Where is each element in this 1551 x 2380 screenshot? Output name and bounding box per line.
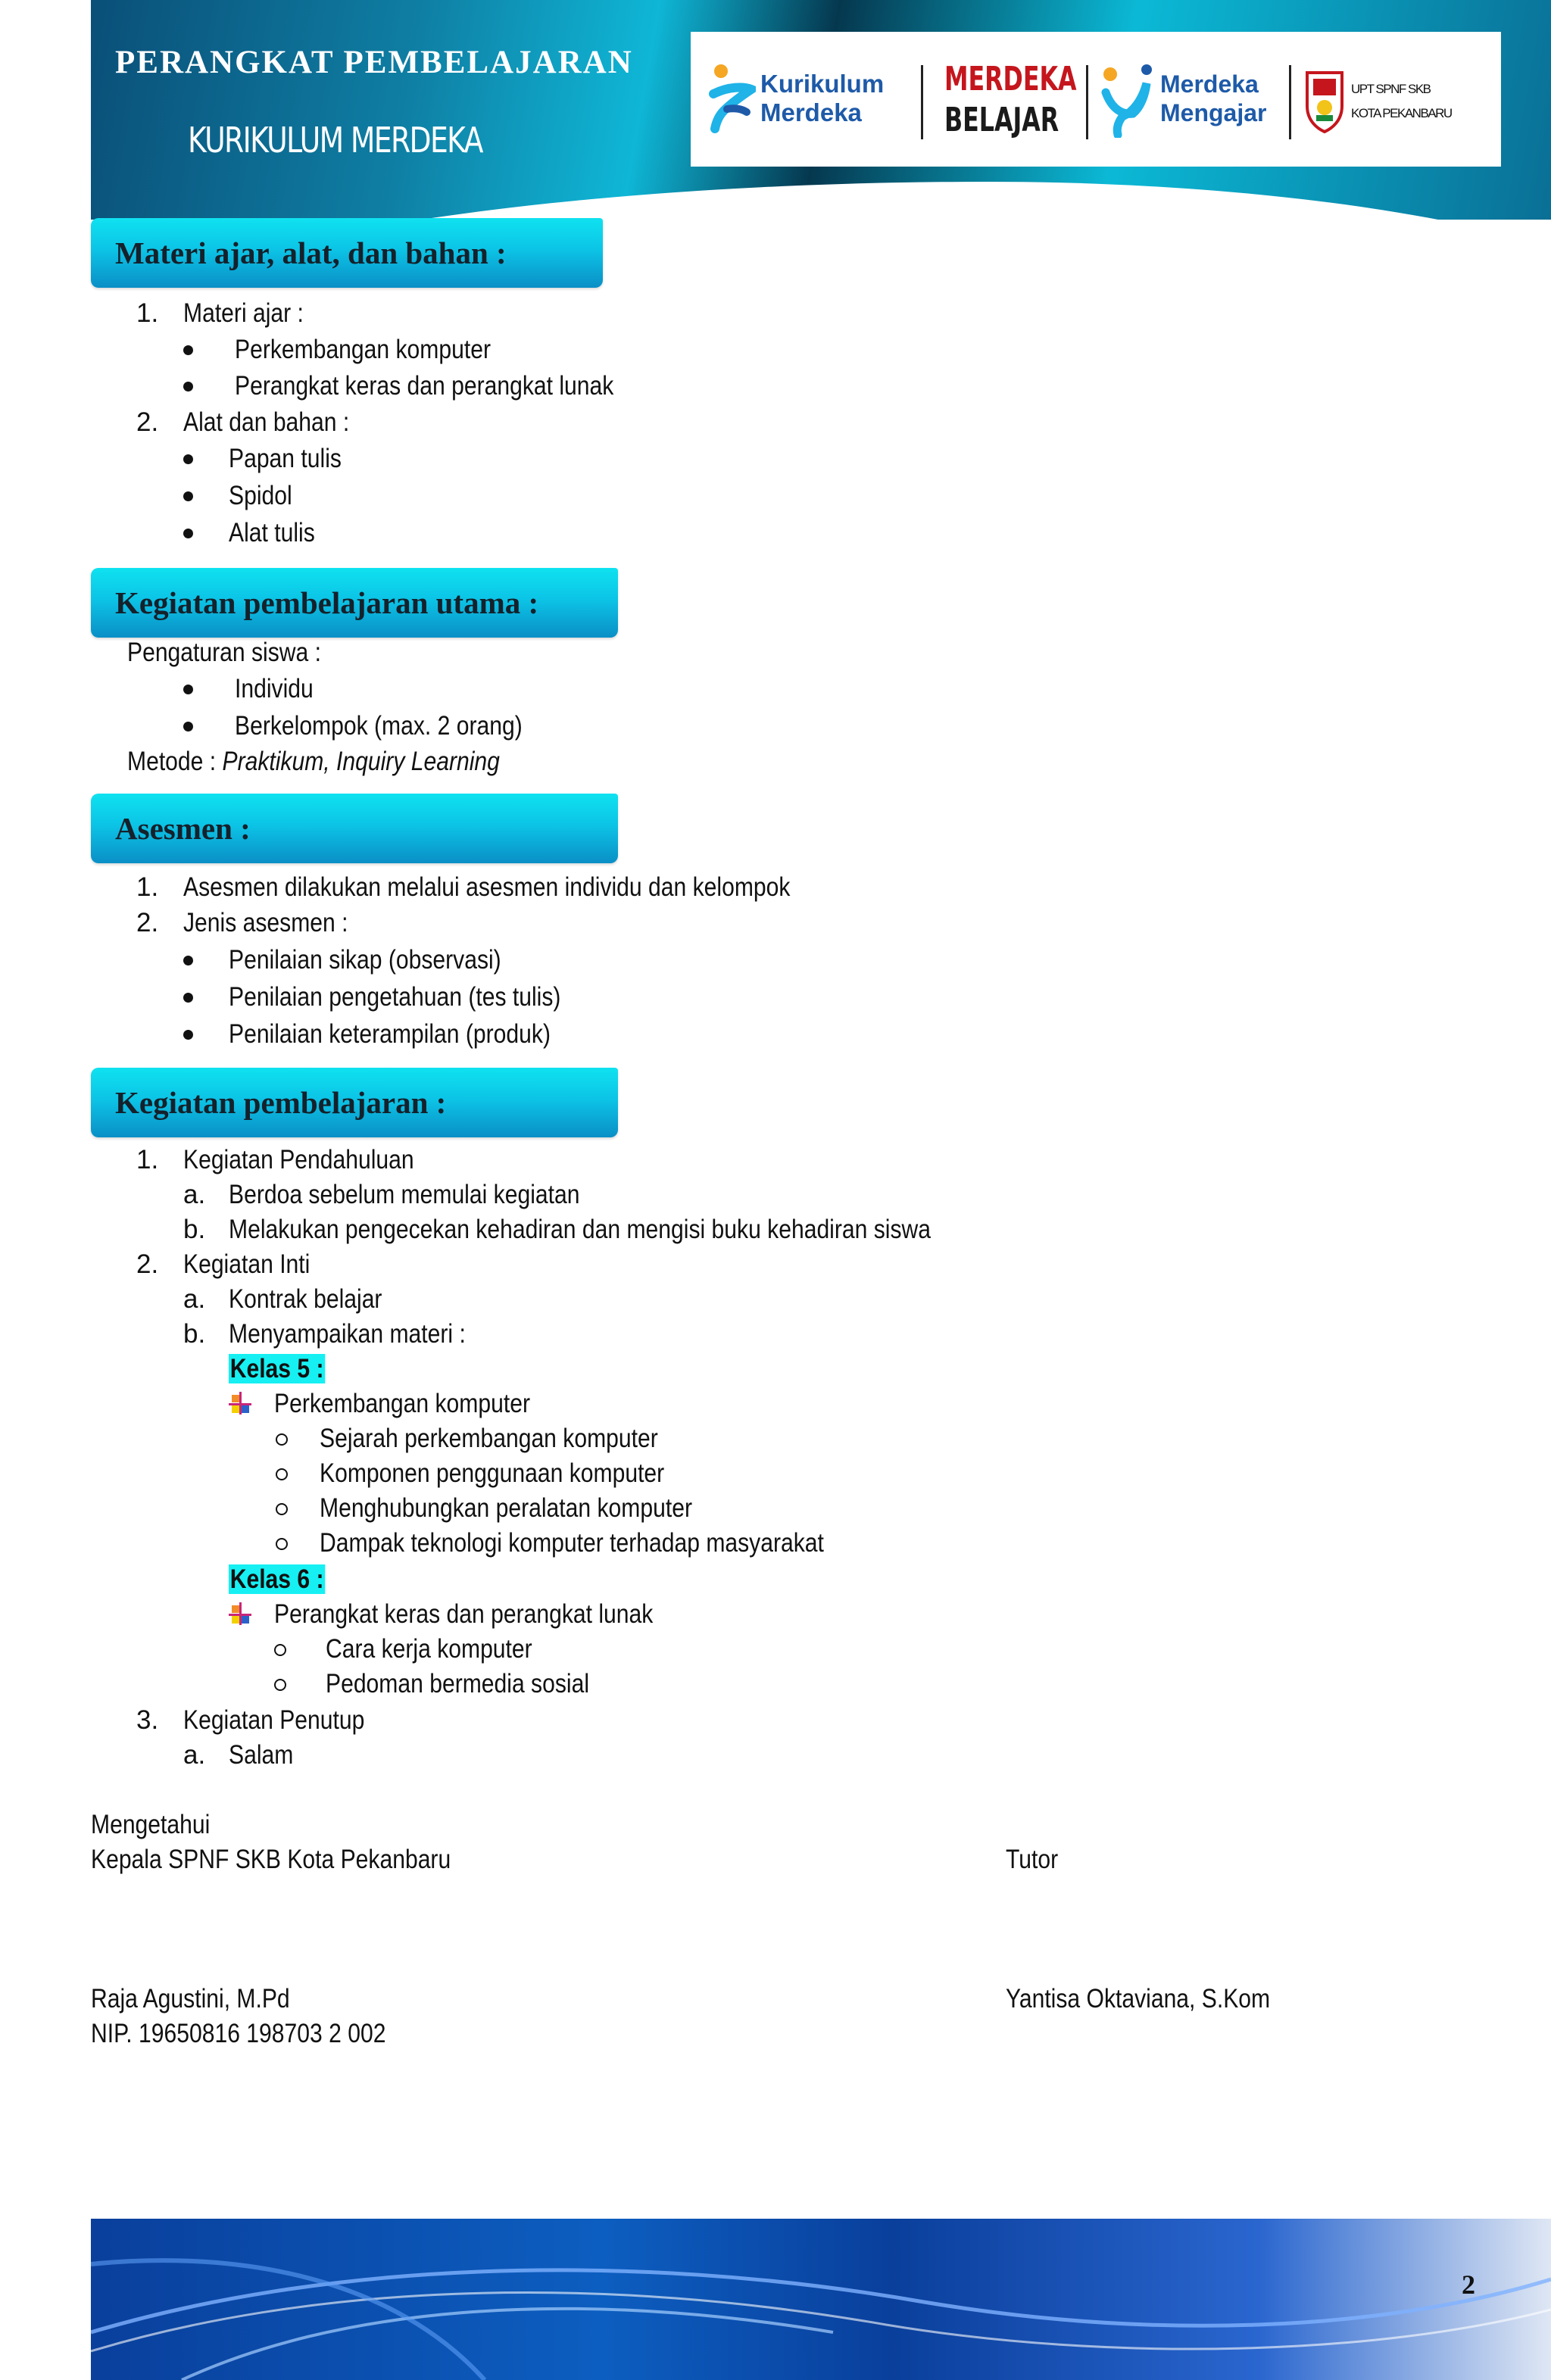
logo-divider (1289, 65, 1291, 139)
signature-left-role: Kepala SPNF SKB Kota Pekanbaru (91, 1845, 451, 1874)
kurikulum-merdeka-text (760, 70, 884, 127)
sub-letter: a. (183, 1180, 206, 1209)
section-title: Kegiatan pembelajaran utama : (115, 585, 539, 620)
list-item: Asesmen dilakukan melalui asesmen individu dan kelompok (183, 872, 791, 902)
section-header-kegiatan-utama (91, 568, 618, 638)
metode-label: Metode : (127, 747, 223, 776)
sub-letter: a. (183, 1740, 206, 1770)
pekanbaru-emblem-icon (1304, 68, 1345, 133)
list-number: 1. (136, 872, 159, 902)
kelas-topic: Perkembangan komputer (274, 1389, 530, 1418)
bullet-item: Perangkat keras dan perangkat lunak (235, 371, 614, 401)
sub-letter: b. (183, 1319, 206, 1349)
list-item: Kegiatan Penutup (183, 1705, 365, 1735)
bullet-item: Spidol (229, 481, 292, 510)
list-number: 3. (136, 1705, 159, 1735)
bullet-icon (183, 382, 193, 391)
signature-mengetahui: Mengetahui (91, 1810, 211, 1839)
bullet-item: Penilaian pengetahuan (tes tulis) (229, 982, 561, 1012)
metode-line (127, 745, 500, 778)
kelas-point: Komponen penggunaan komputer (320, 1458, 665, 1488)
logo-divider (921, 65, 923, 139)
kelas-point: Dampak teknologi komputer terhadap masyarakat (320, 1528, 824, 1558)
logo-divider (1086, 65, 1088, 139)
section-title: Asesmen : (115, 811, 251, 846)
section-header-materi (91, 218, 603, 288)
merdeka-mengajar-text (1160, 70, 1266, 127)
bullet-item: Papan tulis (229, 444, 342, 473)
bullet-icon (183, 685, 193, 694)
page-footer-banner (91, 2219, 1551, 2380)
logo-text-line: UPT SPNF SKB (1351, 82, 1431, 96)
list-number: 2. (136, 908, 159, 937)
section-title: Materi ajar, alat, dan bahan : (115, 236, 507, 270)
circle-bullet-icon (276, 1538, 288, 1550)
bullet-item: Alat tulis (229, 518, 315, 547)
circle-bullet-icon (276, 1433, 288, 1446)
logo-text-line: BELAJAR (944, 101, 1059, 139)
header-title: PERANGKAT PEMBELAJARAN (115, 45, 633, 80)
bullet-icon (183, 491, 193, 501)
kelas-point: Cara kerja komputer (326, 1634, 532, 1664)
signature-right-role: Tutor (1006, 1845, 1059, 1874)
signature-right-name: Yantisa Oktaviana, S.Kom (1006, 1984, 1271, 2013)
circle-bullet-icon (274, 1644, 286, 1656)
merdeka-mengajar-icon (1100, 62, 1157, 138)
bullet-icon (183, 1030, 193, 1040)
bullet-icon (183, 529, 193, 538)
list-item: Jenis asesmen : (183, 908, 348, 937)
sub-item: Berdoa sebelum memulai kegiatan (229, 1180, 580, 1209)
section-header-asesmen (91, 794, 618, 863)
sub-letter: a. (183, 1284, 206, 1314)
signature-left-nip: NIP. 19650816 198703 2 002 (91, 2019, 386, 2048)
kurikulum-merdeka-logo (709, 62, 906, 138)
bullet-icon (183, 454, 193, 464)
bullet-item: Penilaian keterampilan (produk) (229, 1019, 551, 1049)
bullet-icon (183, 722, 193, 731)
logo-text-line: MERDEKA (944, 60, 1077, 98)
list-number: 1. (136, 298, 159, 328)
kelas-topic: Perangkat keras dan perangkat lunak (274, 1599, 654, 1629)
logo-text-line: Mengajar (1160, 99, 1267, 126)
upt-spnf-skb-logo (1304, 68, 1486, 136)
kelas-6-label (229, 1563, 325, 1596)
section-title: Kegiatan pembelajaran : (115, 1085, 447, 1120)
kelas-point: Menghubungkan peralatan komputer (320, 1493, 692, 1523)
metode-value: Praktikum, Inquiry Learning (222, 747, 500, 776)
section-header-kegiatan (91, 1068, 618, 1137)
logo-text-line: Kurikulum (760, 70, 885, 98)
sub-item: Kontrak belajar (229, 1284, 382, 1314)
circle-bullet-icon (276, 1503, 288, 1515)
header-subtitle: KURIKULUM MERDEKA (188, 120, 482, 161)
logo-text-line: Merdeka (1160, 70, 1259, 98)
quad-square-icon (229, 1602, 251, 1625)
bullet-item: Penilaian sikap (observasi) (229, 945, 501, 975)
signature-left-name: Raja Agustini, M.Pd (91, 1984, 290, 2013)
bullet-item: Individu (235, 674, 314, 703)
list-item: Alat dan bahan : (183, 407, 350, 437)
sub-letter: b. (183, 1215, 206, 1244)
kelas-highlight: Kelas 6 : (229, 1564, 324, 1594)
bullet-icon (183, 345, 193, 355)
kelas-point: Sejarah perkembangan komputer (320, 1424, 658, 1453)
logo-text-line: KOTA PEKANBARU (1351, 106, 1452, 120)
list-number: 2. (136, 407, 159, 437)
logo-text-line: Merdeka (760, 98, 862, 126)
header-wave-shape (91, 182, 1551, 220)
sub-item: Menyampaikan materi : (229, 1319, 466, 1349)
list-item: Materi ajar : (183, 298, 304, 328)
sub-item: Salam (229, 1740, 294, 1770)
list-number: 2. (136, 1249, 159, 1279)
bullet-item: Berkelompok (max. 2 orang) (235, 711, 523, 741)
sub-item: Melakukan pengecekan kehadiran dan mengisi buku kehadiran siswa (229, 1215, 932, 1244)
circle-bullet-icon (274, 1679, 286, 1691)
pengaturan-label: Pengaturan siswa : (127, 638, 321, 667)
footer-swoosh-graphic (91, 2219, 1551, 2380)
bullet-icon (183, 956, 193, 965)
logo-bar (691, 32, 1501, 167)
kelas-point: Pedoman bermedia sosial (326, 1669, 590, 1698)
page-number: 2 (1462, 2269, 1475, 2300)
kurikulum-merdeka-icon (709, 64, 756, 139)
list-item: Kegiatan Pendahuluan (183, 1145, 414, 1174)
quad-square-icon (229, 1392, 251, 1415)
merdeka-mengajar-logo (1100, 62, 1289, 138)
kelas-highlight: Kelas 5 : (229, 1354, 324, 1383)
circle-bullet-icon (276, 1468, 288, 1480)
list-number: 1. (136, 1145, 159, 1174)
bullet-icon (183, 993, 193, 1003)
merdeka-belajar-logo (944, 59, 1077, 141)
bullet-item: Perkembangan komputer (235, 335, 491, 364)
list-item: Kegiatan Inti (183, 1249, 311, 1279)
kelas-5-label (229, 1352, 325, 1386)
upt-text (1351, 77, 1452, 126)
